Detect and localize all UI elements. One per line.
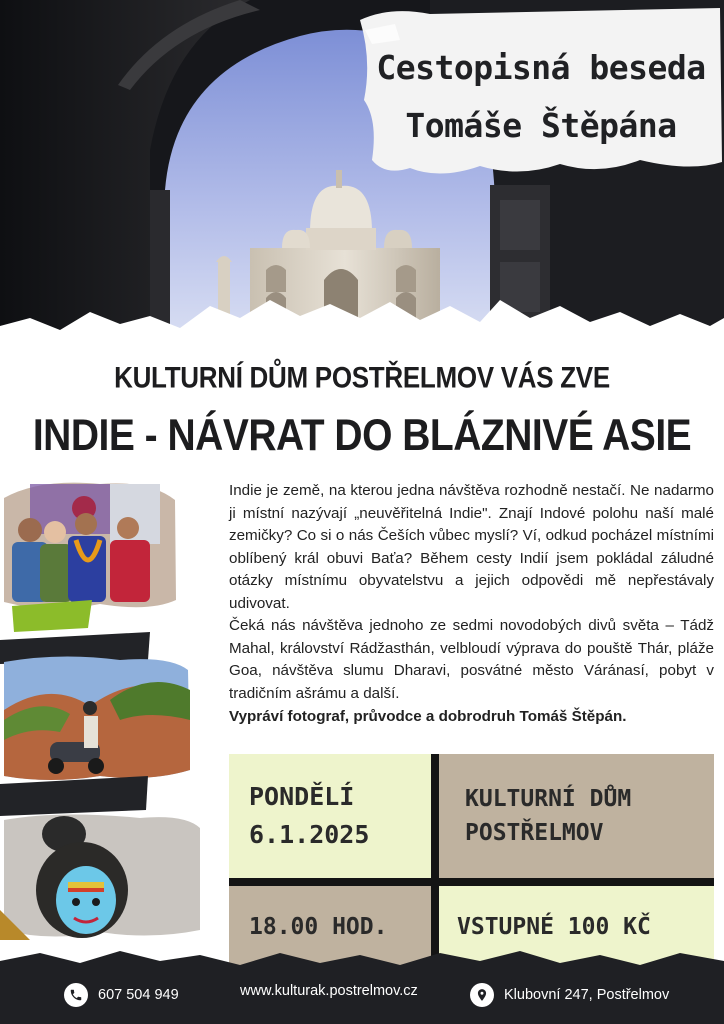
- event-description: [229, 480, 714, 729]
- footer-address: [470, 983, 669, 1007]
- description-paragraph-1: Indie je země, na kterou jedna návštěva rozhodně nestačí. Ne nadarmo ji místní nazývají „neuvěřitelná Indie". Znají Indové polohu naší malé zemičky? Co si o nás Češích vůbec myslí? Ví, odkud pocházel místními oblíbený král obuvi Baťa? Během cesty Indií jsem pokládal záludné otázky místnímu obyvatelstvu a jejich odpovědi mě nepřestávaly udivovat.: [229, 482, 714, 612]
- venue-cell: [439, 754, 714, 878]
- dark-brush-stroke-2: [0, 776, 148, 816]
- footer-phone[interactable]: [64, 983, 179, 1007]
- venue-line-2: POSTŘELMOV: [465, 820, 604, 846]
- event-info-grid: [229, 754, 714, 968]
- address-text: Klubovní 247, Postřelmov: [504, 987, 670, 1003]
- event-day: PONDĚLÍ: [249, 782, 355, 811]
- website-link[interactable]: www.kulturak.postrelmov.cz: [240, 983, 418, 999]
- phone-number: 607 504 949: [98, 987, 179, 1003]
- location-pin-icon: [470, 983, 494, 1007]
- event-time: 18.00 HOD.: [249, 914, 388, 940]
- event-date: 6.1.2025: [249, 820, 370, 849]
- phone-icon: [64, 983, 88, 1007]
- photo-painted-face: [0, 814, 200, 940]
- venue-line-1: KULTURNÍ DŮM: [465, 786, 632, 812]
- photo-collage: [0, 470, 215, 950]
- description-paragraph-2: Čeká nás návštěva jednoho ze sedmi novodobých divů světa – Tádž Mahal, království Rádžasthán, velbloudí výprava do pouště Thár, pláže Goa, návštěva slumu Dharavi, posvátné město Váránasí, pobyt v tradičním ašrámu a další.: [229, 617, 714, 702]
- title-block: [366, 18, 716, 178]
- footer-website[interactable]: [240, 983, 418, 999]
- invitation-heading: KULTURNÍ DŮM POSTŘELMOV VÁS ZVE: [114, 359, 610, 395]
- title-line-1: Cestopisná beseda: [376, 48, 706, 87]
- hero-banner: [0, 0, 724, 360]
- event-title: INDIE - NÁVRAT DO BLÁZNIVÉ ASIE: [32, 410, 692, 461]
- author-line: Vypráví fotograf, průvodce a dobrodruh Tomáš Štěpán.: [229, 708, 627, 725]
- title-line-2: Tomáše Štěpána: [405, 106, 677, 145]
- admission-price: VSTUPNÉ 100 KČ: [457, 914, 651, 940]
- photo-people: [4, 483, 176, 609]
- photo-motorbike: [4, 656, 190, 780]
- date-cell: [229, 754, 431, 878]
